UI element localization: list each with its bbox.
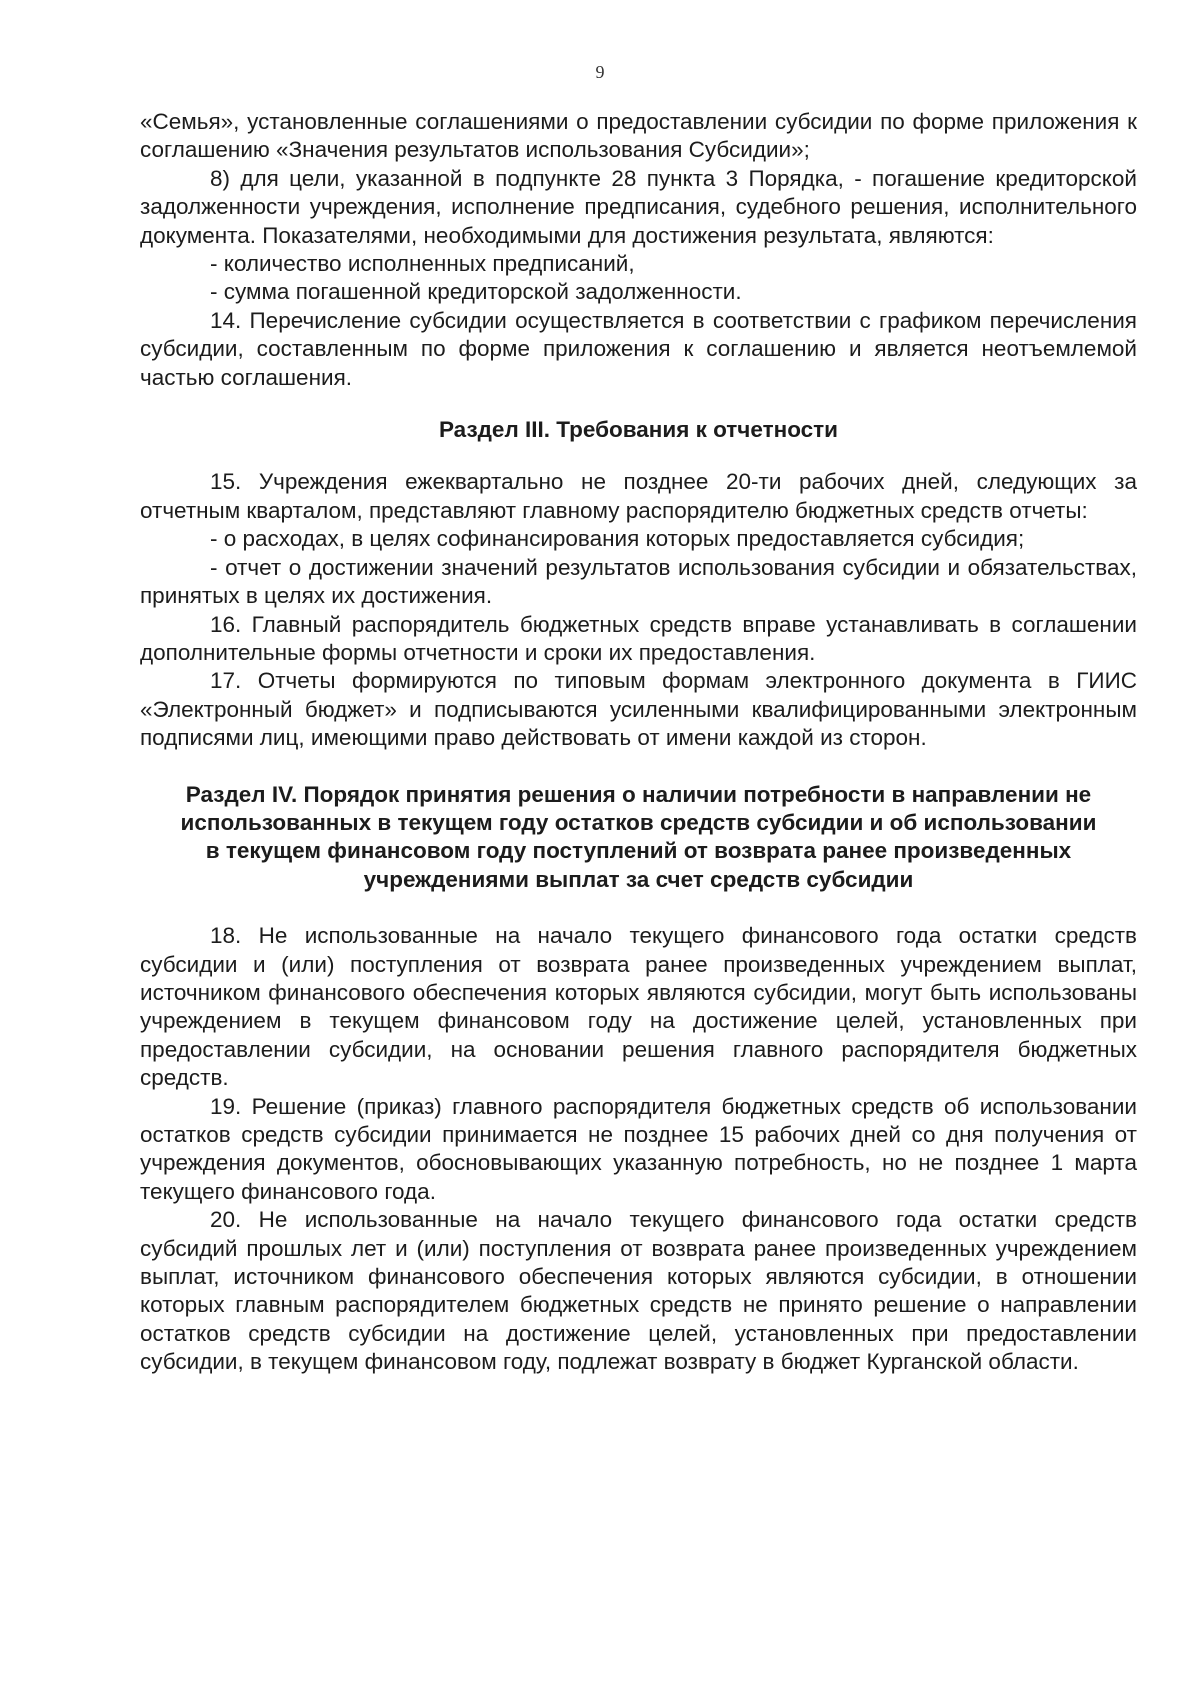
section-4-heading-line: использованных в текущем году остатков средств субсидии и об использовании [180,809,1097,835]
spacer [140,444,1137,468]
paragraph-14: 14. Перечисление субсидии осуществляется в соответствии с графиком перечисления субсидии, составленным по форме приложения к соглашению и является неотъемлемой частью соглашения. [140,307,1137,390]
paragraph-15: 15. Учреждения ежеквартально не позднее 20-ти рабочих дней, следующих за отчетным кварталом, представляют главному распорядителю бюджетных средств отчеты: [140,469,1137,523]
spacer [140,894,1137,922]
paragraph-item-8: 8) для цели, указанной в подпункте 28 пункта 3 Порядка, - погашение кредиторской задолженности учреждения, исполнение предписания, судебного решения, исполнительного документа. Показателями, необходимыми для достижения результата, являются: [140,165,1137,248]
list-item-expenses: - о расходах, в целях софинансирования которых предоставляется субсидия; [210,526,1025,552]
paragraph-continuation: «Семья», установленные соглашениями о предоставлении субсидии по форме приложения к соглашению «Значения результатов использования Субсидии»; [140,109,1137,163]
section-4-heading-line: в текущем финансовом году поступлений от возврата ранее произведенных [205,838,1072,864]
spacer [140,392,1137,416]
list-item-debt: - сумма погашенной кредиторской задолженности. [210,279,742,305]
paragraph-19: 19. Решение (приказ) главного распорядителя бюджетных средств об использовании остатков средств субсидии принимается не позднее 15 рабочих дней со дня получения от учреждения документов, обосновывающих указанную потребность, но не позднее 1 марта текущего финансового года. [140,1093,1137,1204]
document-body [140,108,1137,1377]
paragraph-17: 17. Отчеты формируются по типовым формам электронного документа в ГИИС «Электронный бюджет» и подписываются усиленными квалифицированными электронным подписями лиц, имеющими право действовать от имени каждой из сторон. [140,668,1137,751]
page-number: 9 [595,62,605,82]
section-4-heading-line: учреждениями выплат за счет средств субсидии [363,866,914,892]
section-4-heading [140,781,1137,895]
list-item-orders: - количество исполненных предписаний, [210,251,635,277]
section-4-heading-line: Раздел IV. Порядок принятия решения о наличии потребности в направлении не [185,781,1092,807]
section-3-heading: Раздел III. Требования к отчетности [438,417,839,443]
paragraph-16: 16. Главный распорядитель бюджетных средств вправе устанавливать в соглашении дополнительные формы отчетности и сроки их предоставления. [140,611,1137,665]
paragraph-18: 18. Не использованные на начало текущего финансового года остатки средств субсидии и (или) поступления от возврата ранее произведенных учреждением выплат, источником финансового обеспечения которых являются субсидии, могут быть использованы учреждением в текущем финансовом году на достижение целей, установленных при предоставлении субсидии, на основании решения главного распорядителя бюджетных средств. [140,923,1137,1091]
list-item-report: - отчет о достижении значений результатов использования субсидии и обязательствах, принятых в целях их достижения. [140,554,1137,609]
paragraph-20: 20. Не использованные на начало текущего финансового года остатки средств субсидий прошлых лет и (или) поступления от возврата ранее произведенных учреждением выплат, источником финансового обеспечения которых являются субсидии, в отношении которых главным распорядителем бюджетных средств не принято решение о направлении остатков средств субсидии на достижение целей, установленных при предоставлении субсидии, в текущем финансовом году, подлежат возврату в бюджет Курганской области. [140,1207,1137,1375]
spacer [140,753,1137,781]
